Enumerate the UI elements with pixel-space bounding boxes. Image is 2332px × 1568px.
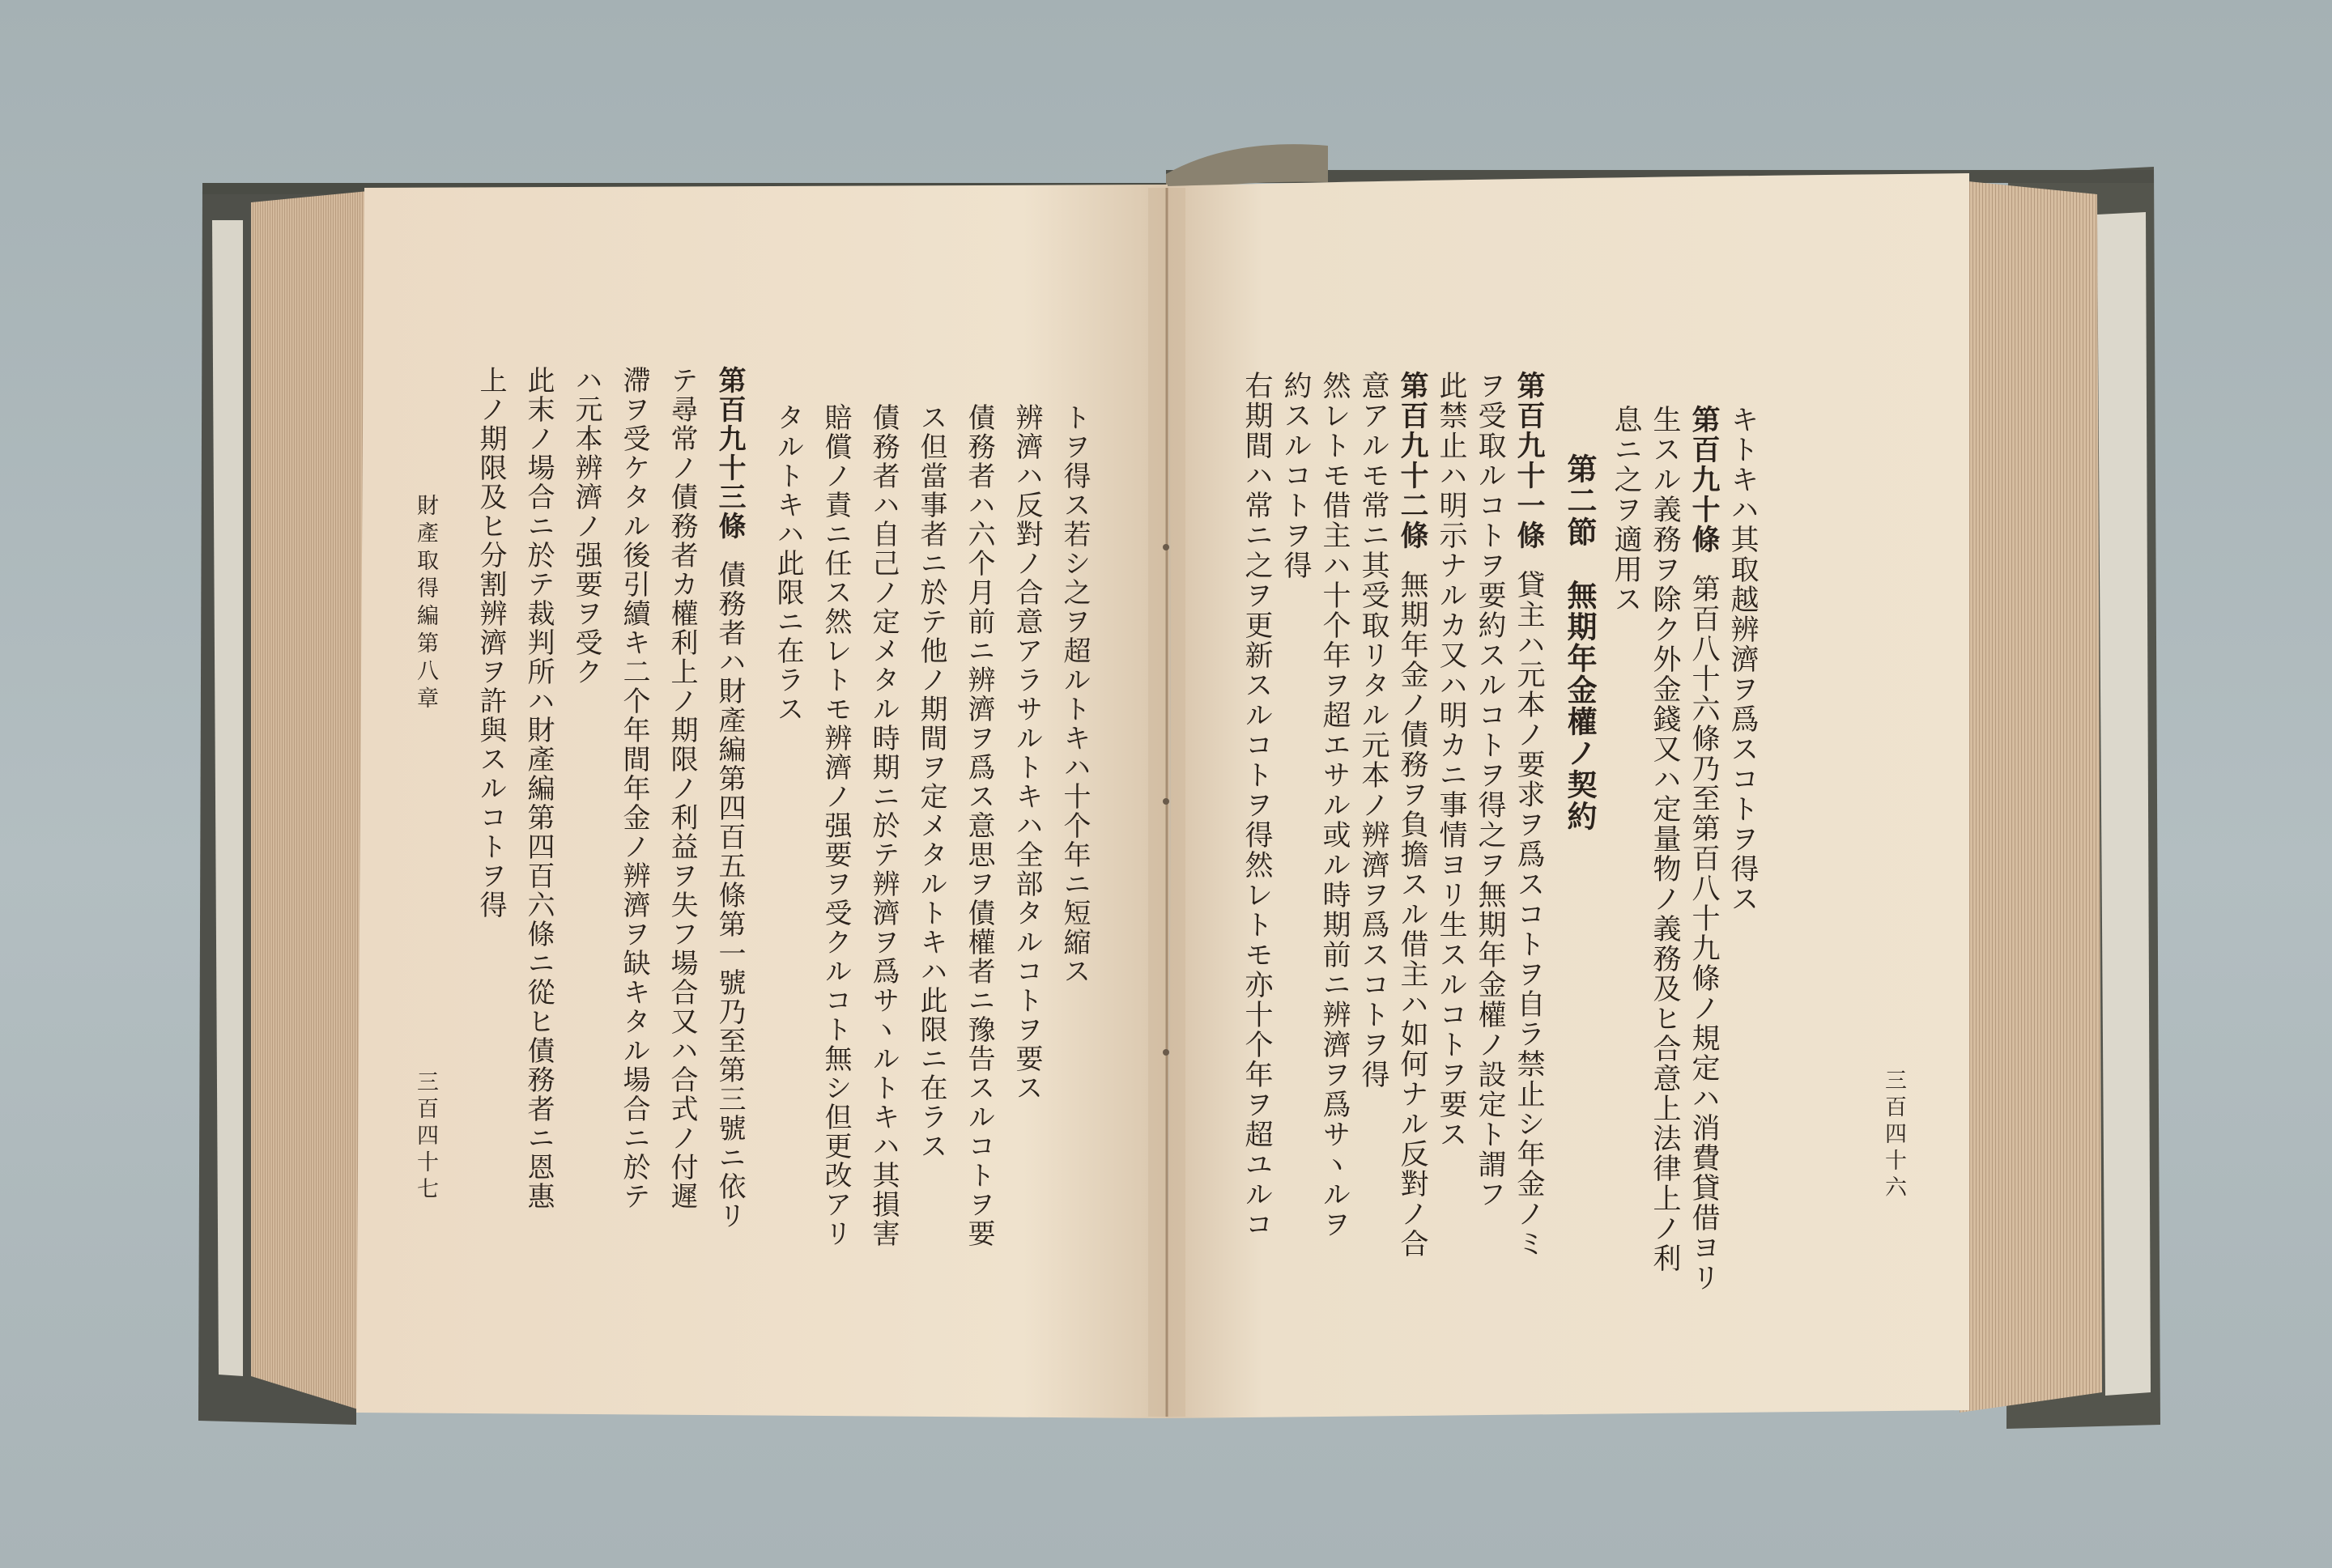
article-heading: 第百九十條: [1687, 405, 1721, 555]
page-edges-right: [1951, 180, 2102, 1413]
endpaper-right: [2097, 212, 2151, 1396]
page-number: 三百四十七: [413, 1070, 438, 1204]
article-column: 第百九十二條無期年金ノ債務ヲ負擔スル借主ハ如何ナル反對ノ合: [1396, 371, 1429, 1259]
text-column: 上ノ期限及ヒ分割辨濟ヲ許與スルコトヲ得: [474, 366, 507, 920]
text-column: トヲ得ス若シ之ヲ超ルトキハ十个年ニ短縮ス: [1058, 403, 1091, 986]
text-column: 約スルコトヲ得: [1279, 371, 1312, 580]
text-column: テ尋常ノ債務者カ權利上ノ期限ノ利益ヲ失フ場合又ハ合式ノ付遲: [666, 366, 698, 1211]
running-head: 財產取得編第八章: [413, 494, 438, 714]
text-column: 生スル義務ヲ除ク外金錢又ハ定量物ノ義務及ヒ合意上法律上ノ利: [1649, 405, 1681, 1273]
article-heading: 第百九十二條: [1396, 371, 1429, 550]
text-column: ス但當事者ニ於テ他ノ期間ヲ定メタルトキハ此限ニ在ラス: [915, 403, 947, 1161]
text-column: 辨濟ハ反對ノ合意アラサルトキハ全部タルコトヲ要ス: [1011, 403, 1043, 1103]
page-edges-left: [251, 191, 368, 1413]
text-column: 然レトモ借主ハ十个年ヲ超エサル或ル時期前ニ辨濟ヲ爲サヽルヲ: [1318, 371, 1351, 1239]
text-column: キトキハ其取越辨濟ヲ爲スコトヲ得ス: [1726, 405, 1759, 914]
text-column: ハ元本辨濟ノ强要ヲ受ク: [570, 366, 602, 686]
text-column: 右期間ハ常ニ之ヲ更新スルコトヲ得然レトモ亦十个年ヲ超ユルコ: [1240, 371, 1273, 1239]
text-column: 債務者ハ自己ノ定メタル時期ニ於テ辨濟ヲ爲サヽルトキハ其損害: [867, 403, 900, 1248]
article-heading: 第百九十三條: [713, 366, 746, 541]
text-column: タルトキハ此限ニ在ラス: [772, 403, 804, 724]
article-column: 第百九十條第百八十六條乃至第百八十九條ノ規定ハ消費貸借ヨリ: [1687, 405, 1721, 1293]
article-column: 第百九十三條債務者ハ財產編第四百五條第一號乃至第三號ニ依リ: [713, 366, 746, 1230]
text-column: 此末ノ場合ニ於テ裁判所ハ財產編第四百六條ニ從ヒ債務者ニ恩惠: [522, 366, 555, 1211]
text-column: 債務者ハ六个月前ニ辨濟ヲ爲ス意思ヲ債權者ニ豫告スルコトヲ要: [963, 403, 995, 1248]
text-column: 滯ヲ受ケタル後引續キ二个年間年金ノ辨濟ヲ缺キタル場合ニ於テ: [618, 366, 650, 1211]
text-column: 意アルモ常ニ其受取リタル元本ノ辨濟ヲ爲スコトヲ得: [1357, 371, 1389, 1090]
article-heading: 第百九十一條: [1513, 371, 1546, 550]
page-number: 三百四十六: [1881, 1069, 1906, 1202]
text-column: 此禁止ハ明示ナルカ又ハ明カニ事情ヨリ生スルコトヲ要ス: [1435, 371, 1467, 1149]
text-column: 賠償ノ責ニ任ス然レトモ辨濟ノ强要ヲ受クルコト無シ但更改アリ: [819, 403, 852, 1248]
text-column: ヲ受取ルコトヲ要約スルコトヲ得之ヲ無期年金權ノ設定ト謂フ: [1474, 371, 1506, 1209]
article-column: 第百九十一條貸主ハ元本ノ要求ヲ爲スコトヲ自ラ禁止シ年金ノミ: [1513, 371, 1546, 1259]
text-column: 息ニ之ヲ適用ス: [1610, 405, 1642, 614]
section-heading: 第二節 無期年金權ノ契約: [1562, 453, 1598, 832]
